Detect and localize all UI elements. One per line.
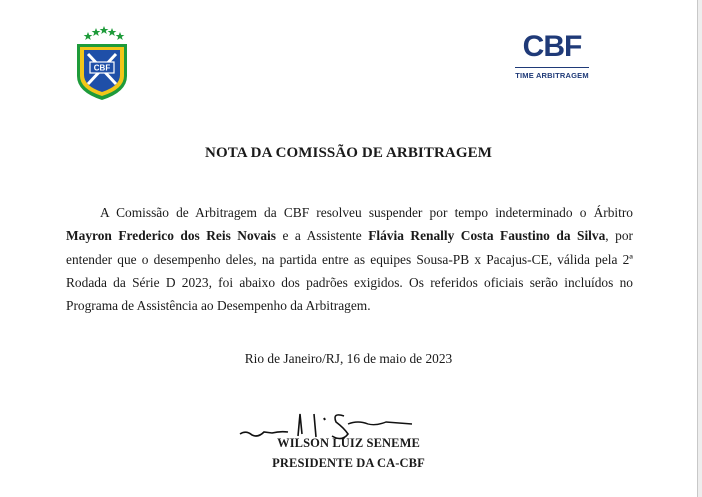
signer-name: WILSON LUIZ SENEME	[277, 436, 420, 450]
logo-subtitle: TIME ARBITRAGEM	[515, 71, 589, 80]
paragraph-text-1: A Comissão de Arbitragem da CBF resolveu suspender por tempo indeterminado o Árbitro	[100, 205, 633, 220]
assistant-name: Flávia Renally Costa Faustino da Silva	[368, 228, 606, 244]
cbf-arbitragem-logo	[512, 30, 592, 90]
logo-word: CBF	[522, 30, 582, 63]
body-paragraph	[66, 201, 633, 317]
right-gutter	[698, 0, 702, 497]
crest-text: CBF	[93, 63, 111, 73]
signer-role: PRESIDENTE DA CA-CBF	[272, 456, 425, 470]
document-date: Rio de Janeiro/RJ, 16 de maio de 2023	[244, 351, 453, 366]
paragraph-text-3: , por entender que o desempenho deles, na partida entre as equipes Sousa-PB x Pacajus-CE, válida pela 2ª Rodada da Série D 2023, foi abaixo dos padrões exigidos. Os referidos oficiais serão incluídos no Programa de Assistência ao Desempenho da Arbitragem.	[66, 228, 633, 314]
cbf-crest-icon	[74, 24, 130, 102]
paragraph-text-2: e a Assistente	[275, 228, 369, 244]
document-body	[66, 201, 633, 317]
logo-divider	[515, 67, 589, 68]
document-title: NOTA DA COMISSÃO DE ARBITRAGEM	[205, 145, 492, 161]
referee-name: Mayron Frederico dos Reis Novais	[66, 228, 276, 244]
